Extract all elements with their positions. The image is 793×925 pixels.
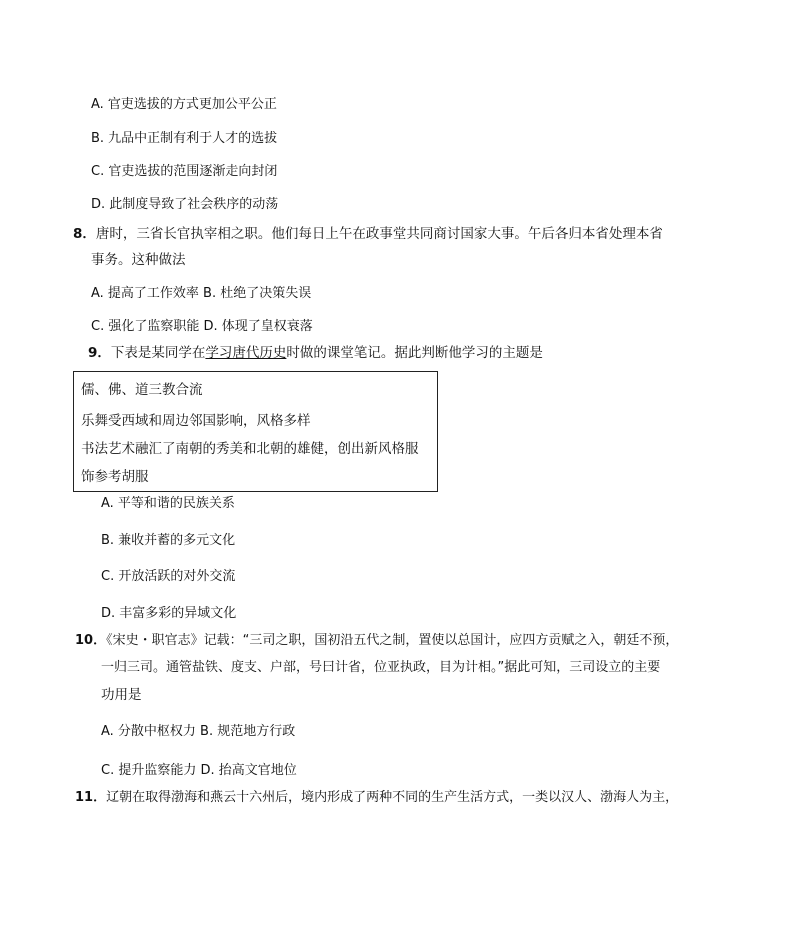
- q8-options-row1: A. 提高了工作效率 B. 杜绝了决策失误: [91, 286, 312, 301]
- q11-number: 11．: [75, 790, 107, 805]
- q10-options-row1: A. 分散中枢权力 B. 规范地方行政: [101, 724, 296, 739]
- q10-stem-line3: 功用是: [101, 687, 142, 703]
- q9-table-line: 饰参考胡服: [81, 469, 149, 485]
- q10-number: 10．: [75, 633, 107, 648]
- q9-option-a: A. 平等和谐的民族关系: [101, 496, 235, 511]
- q9-number: 9．: [88, 345, 111, 361]
- q9-notes-table: [73, 371, 438, 492]
- q10-stem-line1: 10．《宋史・职官志》记载：“三司之职，国初沿五代之制，置使以总国计，应四方贡赋之入，朝廷不预，: [75, 633, 679, 648]
- q11-stem-line1: 11．辽朝在取得渤海和燕云十六州后，境内形成了两种不同的生产生活方式，一类以汉人、渤海人为主，: [75, 790, 679, 805]
- q9-table-line: 书法艺术融汇了南朝的秀美和北朝的雄健，创出新风格服: [81, 441, 419, 457]
- q9-option-c: C. 开放活跃的对外交流: [101, 569, 236, 584]
- q8-stem-line1: 8．唐时，三省长官执宰相之职。他们每日上午在政事堂共同商讨国家大事。午后各归本省处理本省: [73, 226, 663, 242]
- q9-option-d: D. 丰富多彩的异域文化: [101, 606, 237, 621]
- q10-stem-line2: 一归三司。通管盐铁、度支、户部，号曰计省，位亚执政，目为计相。”据此可知，三司设立的主要: [101, 660, 661, 675]
- q7-option-d: D. 此制度导致了社会秩序的动荡: [91, 197, 279, 212]
- q9-table-line: 乐舞受西域和周边邻国影响，风格多样: [81, 413, 311, 429]
- q9-table-line: 儒、佛、道三教合流: [81, 382, 203, 398]
- q8-options-row2: C. 强化了监察职能 D. 体现了皇权衰落: [91, 319, 313, 334]
- q9-stem: 9．下表是某同学在学习唐代历史时做的课堂笔记。据此判断他学习的主题是: [88, 345, 543, 361]
- q10-options-row2: C. 提升监察能力 D. 抬高文官地位: [101, 763, 297, 778]
- q7-option-c: C. 官吏选拔的范围逐渐走向封闭: [91, 164, 278, 179]
- q9-option-b: B. 兼收并蓄的多元文化: [101, 533, 236, 548]
- q8-stem-line2: 事务。这种做法: [91, 252, 186, 268]
- q7-option-a: A. 官吏选拔的方式更加公平公正: [91, 97, 277, 112]
- q8-number: 8．: [73, 226, 96, 242]
- q9-underlined-phrase: 学习唐代历史: [205, 345, 287, 361]
- q7-option-b: B. 九品中正制有利于人才的选拔: [91, 131, 278, 146]
